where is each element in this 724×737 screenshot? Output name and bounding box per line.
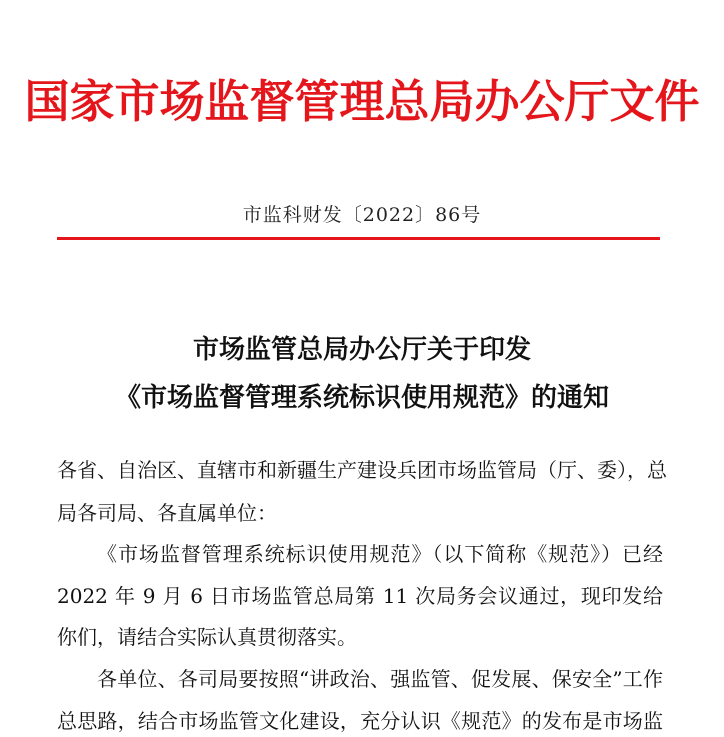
- notice-title-line-2: 《市场监督管理系统标识使用规范》的通知: [114, 383, 609, 413]
- paragraph-1-line-3: 你们，请结合实际认真贯彻落实。: [57, 625, 357, 649]
- paragraph-1-line-2: 2022 年 9 月 6 日市场监管总局第 11 次局务会议通过，现印发给: [57, 584, 663, 608]
- addressee-line-1: 各省、自治区、直辖市和新疆生产建设兵团市场监管局（厅、委），总: [57, 458, 667, 482]
- paragraph-2-line-1: 各单位、各司局要按照“讲政治、强监管、促发展、保安全”工作: [97, 667, 663, 691]
- notice-title-line-1: 市场监管总局办公厅关于印发: [192, 335, 531, 365]
- paragraph-1-line-1: 《市场监督管理系统标识使用规范》（以下简称《规范》）已经: [97, 542, 663, 566]
- paragraph-2-line-2: 总思路，结合市场监管文化建设，充分认识《规范》的发布是市场监: [57, 709, 663, 733]
- addressee-line-2: 局各司局、各直属单位：: [57, 501, 277, 525]
- red-divider-line: [57, 237, 660, 240]
- document-number: 市监科财发〔2022〕86号: [242, 204, 482, 226]
- issuer-header: 国家市场监督管理总局办公厅文件: [24, 75, 700, 128]
